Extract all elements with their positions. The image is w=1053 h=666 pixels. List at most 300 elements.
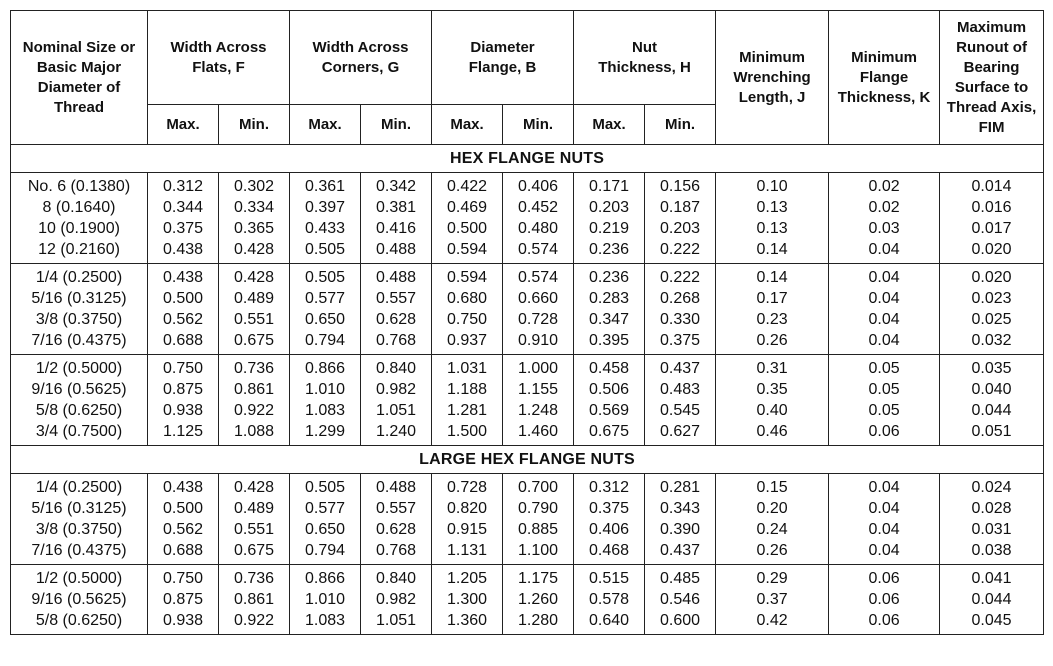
cell-value: 0.281: [660, 479, 701, 496]
cell-value: 0.594: [447, 269, 488, 286]
column-flats-min: [219, 565, 290, 635]
cell-value: 3/8 (0.3750): [35, 311, 123, 328]
cell-value: 0.203: [660, 220, 701, 237]
cell-value: 0.04: [868, 241, 900, 258]
cell-value: 8 (0.1640): [42, 199, 116, 216]
column-flange-thickness: [829, 355, 940, 446]
column-flange-min: [503, 565, 574, 635]
cell-value: 0.26: [756, 542, 788, 559]
cell-value: 1.083: [304, 612, 346, 629]
cell-value: 0.016: [971, 199, 1012, 216]
cell-value: 0.982: [376, 591, 417, 608]
cell-value: 0.15: [756, 479, 788, 496]
cell-value: 0.375: [660, 332, 701, 349]
row-group: [11, 173, 1044, 264]
header-min-flange-thickness: Minimum Flange Thickness, K: [829, 11, 940, 145]
cell-value: 0.041: [971, 570, 1012, 587]
column-wrenching-length: [716, 173, 829, 264]
cell-value: 0.875: [162, 381, 204, 398]
cell-value: 0.17: [756, 290, 788, 307]
cell-value: 0.433: [304, 220, 346, 237]
cell-value: 0.03: [868, 220, 900, 237]
cell-value: 0.675: [233, 542, 275, 559]
cell-value: 0.05: [868, 360, 900, 377]
cell-value: 0.820: [447, 500, 488, 517]
cell-value: 0.035: [971, 360, 1012, 377]
cell-value: 1.248: [518, 402, 559, 419]
column-flange-thickness: [829, 565, 940, 635]
cell-value: 7/16 (0.4375): [31, 332, 127, 349]
cell-value: 0.29: [756, 570, 788, 587]
cell-value: 0.628: [376, 521, 417, 538]
cell-value: 0.24: [756, 521, 788, 538]
cell-value: 0.406: [518, 178, 559, 195]
cell-value: 0.04: [868, 311, 900, 328]
cell-value: 0.330: [660, 311, 701, 328]
column-flats-min: [219, 173, 290, 264]
cell-value: 0.488: [376, 479, 417, 496]
cell-value: 0.428: [233, 479, 275, 496]
column-wrenching-length: [716, 355, 829, 446]
cell-value: 0.794: [304, 332, 346, 349]
cell-value: 0.31: [756, 360, 788, 377]
cell-value: 0.416: [376, 220, 417, 237]
cell-value: 0.312: [589, 479, 630, 496]
column-flange-max: [432, 173, 503, 264]
cell-value: 0.485: [660, 570, 701, 587]
cell-value: 0.219: [589, 220, 630, 237]
subheader-nut-thickness-max: Max.: [574, 105, 645, 145]
cell-value: 7/16 (0.4375): [31, 542, 127, 559]
cell-value: 0.438: [162, 269, 204, 286]
column-thickness-max: [574, 173, 645, 264]
cell-value: 1.125: [162, 423, 204, 440]
column-runout: [940, 565, 1044, 635]
cell-value: 0.489: [233, 290, 275, 307]
cell-value: 0.23: [756, 311, 788, 328]
cell-value: 0.794: [304, 542, 346, 559]
cell-value: 0.347: [589, 311, 630, 328]
cell-value: 1.088: [233, 423, 275, 440]
cell-value: 0.577: [304, 290, 346, 307]
cell-value: 0.42: [756, 612, 788, 629]
column-runout: [940, 173, 1044, 264]
column-flange-thickness: [829, 474, 940, 565]
cell-value: 1.031: [447, 360, 488, 377]
cell-value: 1.083: [304, 402, 346, 419]
cell-value: 0.790: [518, 500, 559, 517]
cell-value: 1.260: [518, 591, 559, 608]
cell-value: 0.866: [304, 360, 346, 377]
cell-value: 12 (0.2160): [38, 241, 120, 258]
subheader-nut-thickness-min: Min.: [645, 105, 716, 145]
cell-value: 0.26: [756, 332, 788, 349]
cell-value: 0.505: [304, 269, 346, 286]
cell-value: 0.736: [233, 360, 275, 377]
cell-value: 0.660: [518, 290, 559, 307]
cell-value: 0.546: [660, 591, 701, 608]
column-flange-min: [503, 173, 574, 264]
cell-value: 0.557: [376, 290, 417, 307]
column-wrenching-length: [716, 474, 829, 565]
cell-value: 0.10: [756, 178, 788, 195]
cell-value: 0.922: [233, 612, 275, 629]
cell-value: 0.500: [447, 220, 488, 237]
cell-value: 0.938: [162, 612, 204, 629]
cell-value: 0.866: [304, 570, 346, 587]
cell-value: 0.13: [756, 199, 788, 216]
cell-value: 0.031: [971, 521, 1012, 538]
cell-value: 0.028: [971, 500, 1012, 517]
cell-value: 3/8 (0.3750): [35, 521, 123, 538]
subheader-diameter-flange-min: Min.: [503, 105, 574, 145]
column-flats-max: [148, 565, 219, 635]
column-corners-max: [290, 474, 361, 565]
cell-value: 0.489: [233, 500, 275, 517]
cell-value: 0.35: [756, 381, 788, 398]
cell-value: 0.594: [447, 241, 488, 258]
cell-value: 0.768: [376, 332, 417, 349]
cell-value: 0.675: [589, 423, 630, 440]
column-flats-min: [219, 474, 290, 565]
column-nominal-size: [11, 474, 148, 565]
cell-value: 0.236: [589, 269, 630, 286]
cell-value: 0.312: [162, 178, 204, 195]
cell-value: 0.675: [233, 332, 275, 349]
subheader-width-corners-max: Max.: [290, 105, 361, 145]
column-flange-max: [432, 264, 503, 355]
cell-value: 1.205: [447, 570, 488, 587]
cell-value: 0.04: [868, 290, 900, 307]
cell-value: 1.500: [447, 423, 488, 440]
subheader-width-flats-min: Min.: [219, 105, 290, 145]
cell-value: 0.395: [589, 332, 630, 349]
column-corners-min: [361, 565, 432, 635]
cell-value: 0.040: [971, 381, 1012, 398]
header-width-across-flats: Width Across Flats, F: [148, 11, 290, 105]
header-min-wrenching-length: Minimum Wrenching Length, J: [716, 11, 829, 145]
cell-value: 0.222: [660, 241, 701, 258]
cell-value: 0.02: [868, 199, 900, 216]
column-corners-max: [290, 173, 361, 264]
cell-value: 1.155: [518, 381, 559, 398]
hex-flange-nut-dimension-table: [10, 10, 1044, 635]
cell-value: 0.600: [660, 612, 701, 629]
cell-value: 0.910: [518, 332, 559, 349]
cell-value: 0.044: [971, 402, 1012, 419]
cell-value: 0.04: [868, 521, 900, 538]
column-corners-max: [290, 355, 361, 446]
cell-value: 0.437: [660, 542, 701, 559]
cell-value: 0.488: [376, 269, 417, 286]
cell-value: 1.281: [447, 402, 488, 419]
cell-value: 0.458: [589, 360, 630, 377]
column-corners-min: [361, 355, 432, 446]
cell-value: 0.051: [971, 423, 1012, 440]
cell-value: 0.187: [660, 199, 701, 216]
row-group: [11, 565, 1044, 635]
column-runout: [940, 474, 1044, 565]
cell-value: 0.222: [660, 269, 701, 286]
cell-value: 0.04: [868, 269, 900, 286]
cell-value: 0.017: [971, 220, 1012, 237]
column-thickness-min: [645, 264, 716, 355]
cell-value: 0.505: [304, 241, 346, 258]
column-thickness-min: [645, 474, 716, 565]
cell-value: 1.280: [518, 612, 559, 629]
cell-value: 0.557: [376, 500, 417, 517]
cell-value: 0.06: [868, 570, 900, 587]
cell-value: 0.922: [233, 402, 275, 419]
cell-value: 1.010: [304, 381, 346, 398]
column-flats-max: [148, 355, 219, 446]
cell-value: 0.574: [518, 269, 559, 286]
header-nut-thickness: Nut Thickness, H: [574, 11, 716, 105]
cell-value: 0.37: [756, 591, 788, 608]
cell-value: 0.938: [162, 402, 204, 419]
cell-value: 0.915: [447, 521, 488, 538]
cell-value: 0.700: [518, 479, 559, 496]
cell-value: 0.483: [660, 381, 701, 398]
cell-value: 0.437: [660, 360, 701, 377]
cell-value: 0.014: [971, 178, 1012, 195]
column-thickness-max: [574, 355, 645, 446]
cell-value: 1.175: [518, 570, 559, 587]
column-corners-max: [290, 565, 361, 635]
column-flats-max: [148, 474, 219, 565]
cell-value: 9/16 (0.5625): [31, 381, 127, 398]
section-title: HEX FLANGE NUTS: [11, 145, 1044, 173]
column-runout: [940, 264, 1044, 355]
cell-value: 0.365: [233, 220, 275, 237]
cell-value: 0.302: [233, 178, 275, 195]
cell-value: 0.505: [304, 479, 346, 496]
cell-value: 1.000: [518, 360, 559, 377]
column-corners-min: [361, 173, 432, 264]
cell-value: 0.750: [447, 311, 488, 328]
header-nominal-size: Nominal Size or Basic Major Diameter of Thread: [11, 11, 148, 145]
cell-value: 3/4 (0.7500): [35, 423, 123, 440]
cell-value: 0.032: [971, 332, 1012, 349]
cell-value: 0.020: [971, 241, 1012, 258]
cell-value: 0.728: [518, 311, 559, 328]
section-title-row: [11, 145, 1044, 173]
cell-value: 0.861: [233, 591, 275, 608]
cell-value: 0.46: [756, 423, 788, 440]
cell-value: 0.640: [589, 612, 630, 629]
cell-value: 0.06: [868, 591, 900, 608]
column-flange-min: [503, 355, 574, 446]
cell-value: 0.728: [447, 479, 488, 496]
cell-value: 0.156: [660, 178, 701, 195]
cell-value: 9/16 (0.5625): [31, 591, 127, 608]
cell-value: 1.100: [518, 542, 559, 559]
cell-value: 0.768: [376, 542, 417, 559]
cell-value: 0.468: [589, 542, 630, 559]
cell-value: 0.20: [756, 500, 788, 517]
column-thickness-max: [574, 474, 645, 565]
cell-value: 0.506: [589, 381, 630, 398]
cell-value: 0.04: [868, 542, 900, 559]
cell-value: 5/16 (0.3125): [31, 290, 127, 307]
cell-value: 0.562: [162, 311, 204, 328]
cell-value: 0.40: [756, 402, 788, 419]
row-group: [11, 264, 1044, 355]
header-max-runout: Maximum Runout of Bearing Surface to Thread Axis, FIM: [940, 11, 1044, 145]
cell-value: 0.627: [660, 423, 701, 440]
column-flange-max: [432, 474, 503, 565]
column-flange-min: [503, 474, 574, 565]
column-thickness-min: [645, 565, 716, 635]
cell-value: 0.375: [589, 500, 630, 517]
cell-value: 0.569: [589, 402, 630, 419]
cell-value: 0.05: [868, 381, 900, 398]
cell-value: 0.469: [447, 199, 488, 216]
cell-value: 1.051: [376, 612, 417, 629]
cell-value: 0.452: [518, 199, 559, 216]
cell-value: 1/4 (0.2500): [35, 269, 123, 286]
cell-value: 1.010: [304, 591, 346, 608]
cell-value: 0.024: [971, 479, 1012, 496]
column-flats-min: [219, 355, 290, 446]
column-nominal-size: [11, 355, 148, 446]
cell-value: 0.045: [971, 612, 1012, 629]
cell-value: 0.06: [868, 612, 900, 629]
cell-value: 0.578: [589, 591, 630, 608]
cell-value: 0.044: [971, 591, 1012, 608]
column-flange-thickness: [829, 264, 940, 355]
cell-value: 0.875: [162, 591, 204, 608]
header-diameter-flange: Diameter Flange, B: [432, 11, 574, 105]
cell-value: 0.982: [376, 381, 417, 398]
cell-value: 0.885: [518, 521, 559, 538]
cell-value: 0.750: [162, 570, 204, 587]
cell-value: 0.428: [233, 241, 275, 258]
cell-value: 5/8 (0.6250): [35, 612, 123, 629]
cell-value: 0.04: [868, 479, 900, 496]
subheader-width-flats-max: Max.: [148, 105, 219, 145]
cell-value: 0.390: [660, 521, 701, 538]
column-thickness-min: [645, 173, 716, 264]
column-thickness-max: [574, 264, 645, 355]
cell-value: 0.577: [304, 500, 346, 517]
column-flange-min: [503, 264, 574, 355]
column-thickness-max: [574, 565, 645, 635]
cell-value: 0.342: [376, 178, 417, 195]
cell-value: 1.460: [518, 423, 559, 440]
cell-value: 0.562: [162, 521, 204, 538]
cell-value: 0.688: [162, 542, 204, 559]
cell-value: 1.299: [304, 423, 346, 440]
column-wrenching-length: [716, 264, 829, 355]
column-nominal-size: [11, 264, 148, 355]
cell-value: 0.628: [376, 311, 417, 328]
column-corners-min: [361, 474, 432, 565]
subheader-diameter-flange-max: Max.: [432, 105, 503, 145]
column-flats-min: [219, 264, 290, 355]
cell-value: 0.04: [868, 500, 900, 517]
cell-value: 0.488: [376, 241, 417, 258]
column-nominal-size: [11, 173, 148, 264]
cell-value: 0.551: [233, 521, 275, 538]
section-title: LARGE HEX FLANGE NUTS: [11, 446, 1044, 474]
cell-value: 0.500: [162, 500, 204, 517]
cell-value: 0.023: [971, 290, 1012, 307]
cell-value: 0.236: [589, 241, 630, 258]
cell-value: 0.04: [868, 332, 900, 349]
column-corners-min: [361, 264, 432, 355]
cell-value: 1.240: [376, 423, 417, 440]
column-nominal-size: [11, 565, 148, 635]
row-group: [11, 355, 1044, 446]
section-title-row: [11, 446, 1044, 474]
header-width-across-corners: Width Across Corners, G: [290, 11, 432, 105]
row-group: [11, 474, 1044, 565]
cell-value: 0.428: [233, 269, 275, 286]
cell-value: 0.861: [233, 381, 275, 398]
cell-value: 0.688: [162, 332, 204, 349]
cell-value: 10 (0.1900): [38, 220, 120, 237]
cell-value: 0.840: [376, 570, 417, 587]
cell-value: 0.515: [589, 570, 630, 587]
cell-value: 0.14: [756, 241, 788, 258]
cell-value: 0.171: [589, 178, 630, 195]
cell-value: 0.480: [518, 220, 559, 237]
cell-value: 0.375: [162, 220, 204, 237]
column-corners-max: [290, 264, 361, 355]
cell-value: 0.381: [376, 199, 417, 216]
cell-value: 0.422: [447, 178, 488, 195]
cell-value: 0.268: [660, 290, 701, 307]
cell-value: 0.574: [518, 241, 559, 258]
cell-value: 0.334: [233, 199, 275, 216]
column-flats-max: [148, 264, 219, 355]
cell-value: 0.650: [304, 521, 346, 538]
cell-value: 0.283: [589, 290, 630, 307]
column-flange-max: [432, 565, 503, 635]
cell-value: 0.361: [304, 178, 346, 195]
cell-value: 0.840: [376, 360, 417, 377]
cell-value: 0.650: [304, 311, 346, 328]
cell-value: 1.360: [447, 612, 488, 629]
cell-value: 0.736: [233, 570, 275, 587]
column-flange-thickness: [829, 173, 940, 264]
cell-value: 0.500: [162, 290, 204, 307]
column-runout: [940, 355, 1044, 446]
cell-value: 0.14: [756, 269, 788, 286]
cell-value: 1/4 (0.2500): [35, 479, 123, 496]
cell-value: 0.02: [868, 178, 900, 195]
cell-value: 1.131: [447, 542, 488, 559]
cell-value: 0.344: [162, 199, 204, 216]
cell-value: 0.343: [660, 500, 701, 517]
cell-value: 0.025: [971, 311, 1012, 328]
cell-value: 1/2 (0.5000): [35, 360, 123, 377]
dimension-table-container: [10, 10, 1044, 635]
column-flange-max: [432, 355, 503, 446]
cell-value: 0.397: [304, 199, 346, 216]
cell-value: 1/2 (0.5000): [35, 570, 123, 587]
cell-value: 1.300: [447, 591, 488, 608]
cell-value: 5/8 (0.6250): [35, 402, 123, 419]
cell-value: 0.038: [971, 542, 1012, 559]
cell-value: 0.680: [447, 290, 488, 307]
subheader-width-corners-min: Min.: [361, 105, 432, 145]
cell-value: 0.020: [971, 269, 1012, 286]
cell-value: 0.203: [589, 199, 630, 216]
cell-value: 0.06: [868, 423, 900, 440]
cell-value: 1.188: [447, 381, 488, 398]
